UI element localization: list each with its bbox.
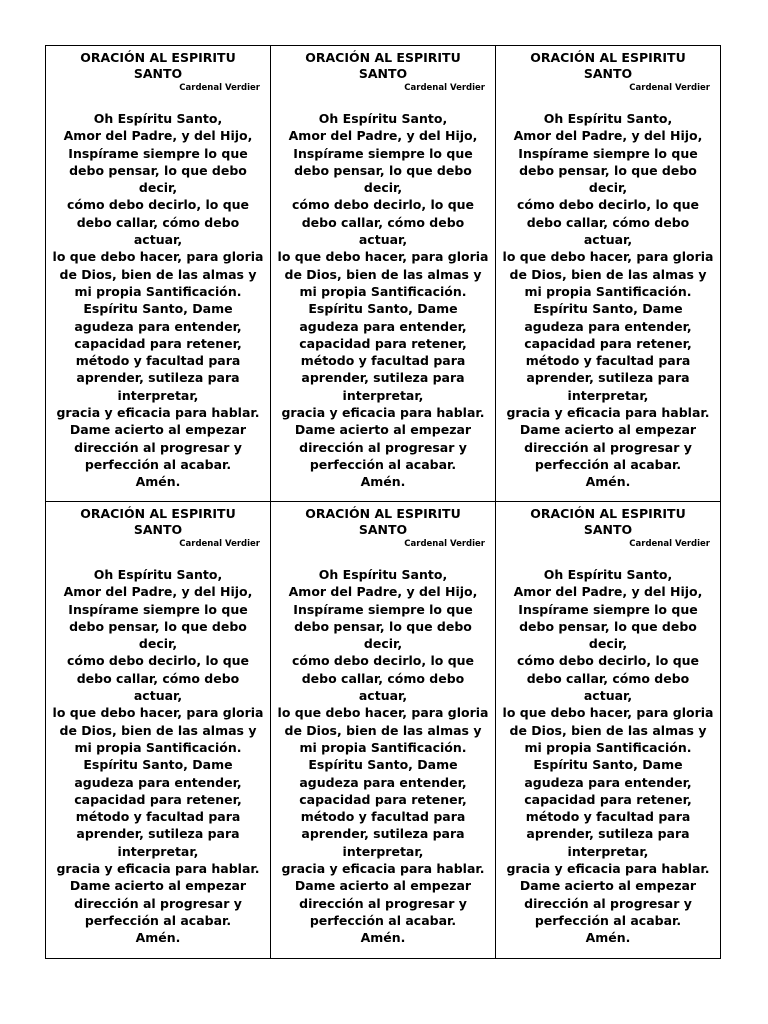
prayer-line: Amor del Padre, y del Hijo, bbox=[288, 128, 478, 144]
prayer-line: Amor del Padre, y del Hijo, bbox=[288, 584, 478, 600]
prayer-line: gracia y eficacia para hablar. bbox=[281, 405, 485, 421]
prayer-line: Dame acierto al empezar dirección al progresar y perfección al acabar. bbox=[519, 422, 697, 472]
card-author: Cardenal Verdier bbox=[404, 83, 485, 93]
prayer-line: Amor del Padre, y del Hijo, bbox=[513, 584, 703, 600]
prayer-line: gracia y eficacia para hablar. bbox=[506, 405, 710, 421]
prayer-line: Oh Espíritu Santo, bbox=[318, 111, 448, 126]
prayer-line: Oh Espíritu Santo, bbox=[318, 567, 448, 582]
prayer-line: Inspírame siempre lo que debo pensar, lo que debo decir, bbox=[68, 145, 248, 196]
prayer-line: Espíritu Santo, Dame agudeza para entender, capacidad para retener, método y facultad para aprender, sutileza para interpretar, bbox=[299, 757, 467, 859]
prayer-text bbox=[277, 110, 489, 491]
prayer-line: Espíritu Santo, Dame agudeza para entender, capacidad para retener, método y facultad para aprender, sutileza para interpretar, bbox=[299, 301, 467, 403]
prayer-line: Amor del Padre, y del Hijo, bbox=[63, 584, 253, 600]
prayer-line: lo que debo hacer, para gloria de Dios, bien de las almas y mi propia Santificación. bbox=[502, 249, 714, 299]
prayer-line: Oh Espíritu Santo, bbox=[93, 111, 223, 126]
prayer-line: Amén. bbox=[360, 930, 406, 946]
card-author: Cardenal Verdier bbox=[629, 83, 710, 93]
prayer-line: cómo debo decirlo, lo que debo callar, cómo debo actuar, bbox=[66, 197, 250, 248]
card-title: ORACIÓN AL ESPIRITU SANTO bbox=[80, 50, 236, 81]
prayer-line: cómo debo decirlo, lo que debo callar, cómo debo actuar, bbox=[291, 197, 475, 248]
prayer-line: Dame acierto al empezar dirección al progresar y perfección al acabar. bbox=[294, 878, 472, 928]
prayer-line: Espíritu Santo, Dame agudeza para entender, capacidad para retener, método y facultad para aprender, sutileza para interpretar, bbox=[74, 757, 242, 859]
prayer-text bbox=[502, 110, 714, 491]
prayer-line: Amén. bbox=[360, 474, 406, 490]
prayer-text bbox=[52, 110, 264, 491]
card-author: Cardenal Verdier bbox=[629, 539, 710, 549]
prayer-card bbox=[46, 46, 271, 502]
prayer-card bbox=[271, 46, 496, 502]
prayer-line: Inspírame siempre lo que debo pensar, lo que debo decir, bbox=[518, 145, 698, 196]
prayer-line: cómo debo decirlo, lo que debo callar, cómo debo actuar, bbox=[516, 197, 700, 248]
card-title: ORACIÓN AL ESPIRITU SANTO bbox=[530, 50, 686, 81]
prayer-line: Espíritu Santo, Dame agudeza para entender, capacidad para retener, método y facultad para aprender, sutileza para interpretar, bbox=[524, 301, 692, 403]
prayer-line: lo que debo hacer, para gloria de Dios, bien de las almas y mi propia Santificación. bbox=[52, 249, 264, 299]
prayer-line: cómo debo decirlo, lo que debo callar, cómo debo actuar, bbox=[516, 653, 700, 704]
prayer-line: Dame acierto al empezar dirección al progresar y perfección al acabar. bbox=[69, 422, 247, 472]
card-author: Cardenal Verdier bbox=[404, 539, 485, 549]
prayer-line: Inspírame siempre lo que debo pensar, lo que debo decir, bbox=[293, 145, 473, 196]
prayer-line: Amén. bbox=[585, 474, 631, 490]
prayer-line: Amén. bbox=[585, 930, 631, 946]
prayer-line: lo que debo hacer, para gloria de Dios, bien de las almas y mi propia Santificación. bbox=[277, 705, 489, 755]
prayer-text bbox=[52, 566, 264, 947]
card-author: Cardenal Verdier bbox=[179, 83, 260, 93]
card-author: Cardenal Verdier bbox=[179, 539, 260, 549]
prayer-card bbox=[496, 46, 721, 502]
prayer-line: gracia y eficacia para hablar. bbox=[506, 861, 710, 877]
prayer-line: Amor del Padre, y del Hijo, bbox=[63, 128, 253, 144]
prayer-line: Oh Espíritu Santo, bbox=[93, 567, 223, 582]
prayer-line: lo que debo hacer, para gloria de Dios, bien de las almas y mi propia Santificación. bbox=[52, 705, 264, 755]
prayer-line: Dame acierto al empezar dirección al progresar y perfección al acabar. bbox=[69, 878, 247, 928]
prayer-card bbox=[271, 502, 496, 959]
card-title: ORACIÓN AL ESPIRITU SANTO bbox=[305, 506, 461, 537]
prayer-line: Amén. bbox=[135, 930, 181, 946]
prayer-line: cómo debo decirlo, lo que debo callar, cómo debo actuar, bbox=[291, 653, 475, 704]
card-title: ORACIÓN AL ESPIRITU SANTO bbox=[80, 506, 236, 537]
prayer-line: Dame acierto al empezar dirección al progresar y perfección al acabar. bbox=[294, 422, 472, 472]
prayer-line: Espíritu Santo, Dame agudeza para entender, capacidad para retener, método y facultad para aprender, sutileza para interpretar, bbox=[524, 757, 692, 859]
prayer-card-grid bbox=[45, 45, 721, 959]
prayer-line: Dame acierto al empezar dirección al progresar y perfección al acabar. bbox=[519, 878, 697, 928]
prayer-line: gracia y eficacia para hablar. bbox=[56, 861, 260, 877]
prayer-card bbox=[46, 502, 271, 959]
prayer-line: gracia y eficacia para hablar. bbox=[281, 861, 485, 877]
card-title: ORACIÓN AL ESPIRITU SANTO bbox=[305, 50, 461, 81]
prayer-line: Inspírame siempre lo que debo pensar, lo que debo decir, bbox=[293, 601, 473, 652]
prayer-line: Amén. bbox=[135, 474, 181, 490]
card-title: ORACIÓN AL ESPIRITU SANTO bbox=[530, 506, 686, 537]
prayer-line: Inspírame siempre lo que debo pensar, lo que debo decir, bbox=[68, 601, 248, 652]
prayer-text bbox=[277, 566, 489, 947]
prayer-line: gracia y eficacia para hablar. bbox=[56, 405, 260, 421]
prayer-line: lo que debo hacer, para gloria de Dios, bien de las almas y mi propia Santificación. bbox=[277, 249, 489, 299]
prayer-text bbox=[502, 566, 714, 947]
prayer-line: lo que debo hacer, para gloria de Dios, bien de las almas y mi propia Santificación. bbox=[502, 705, 714, 755]
prayer-line: Oh Espíritu Santo, bbox=[543, 567, 673, 582]
prayer-line: Amor del Padre, y del Hijo, bbox=[513, 128, 703, 144]
prayer-line: Espíritu Santo, Dame agudeza para entender, capacidad para retener, método y facultad para aprender, sutileza para interpretar, bbox=[74, 301, 242, 403]
prayer-line: Inspírame siempre lo que debo pensar, lo que debo decir, bbox=[518, 601, 698, 652]
prayer-line: cómo debo decirlo, lo que debo callar, cómo debo actuar, bbox=[66, 653, 250, 704]
prayer-line: Oh Espíritu Santo, bbox=[543, 111, 673, 126]
prayer-card bbox=[496, 502, 721, 959]
